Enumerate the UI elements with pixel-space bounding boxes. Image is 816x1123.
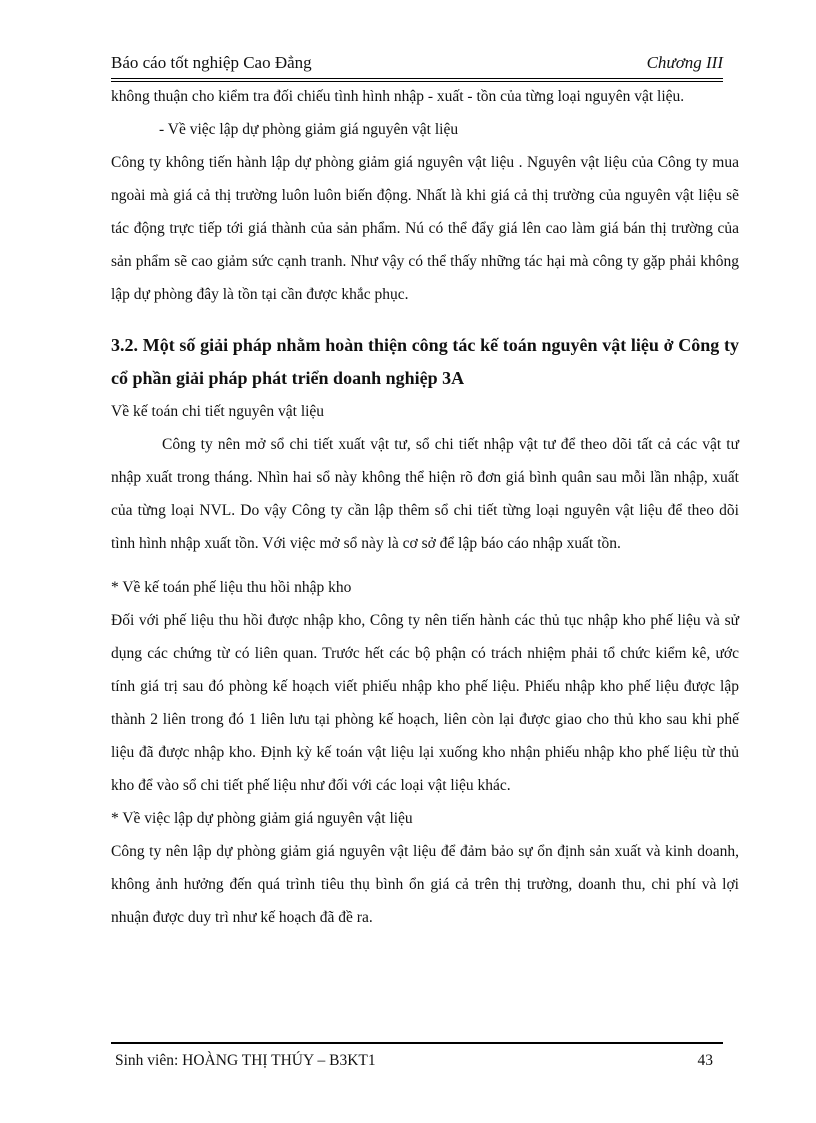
subheading-provision-2: * Về việc lập dự phòng giảm giá nguyên vật liệu <box>111 810 413 827</box>
page-footer <box>111 1042 723 1074</box>
section-heading: 3.2. Một số giải pháp nhằm hoàn thiện công tác kế toán nguyên vật liệu ở Công ty cổ phần giải pháp phát triển doanh nghiệp 3A <box>111 335 739 388</box>
student-name: Sinh viên: HOÀNG THỊ THÚY – B3KT1 <box>115 1052 376 1069</box>
paragraph-scrap: Đối với phế liệu thu hồi được nhập kho, Công ty nên tiến hành các thủ tục nhập kho phế liệu và sử dụng các chứng từ có liên quan. Trước hết các bộ phận có trách nhiệm phải tổ chức kiểm kê, ước tính giá trị sau đó phòng kế hoạch viết phiếu nhập kho phế liệu. Phiếu nhập kho phế liệu được lập thành 2 liên trong đó 1 liên lưu tại phòng kế hoạch, liên còn lại được giao cho thủ kho sau khi phế liệu đã được nhập kho. Định kỳ kế toán vật liệu lại xuống kho nhận phiếu nhập kho phế liệu từ thủ kho để vào sổ chi tiết phế liệu như đối với các loại vật liệu khác. <box>111 612 739 794</box>
chapter-label: Chương III <box>646 53 723 72</box>
subheading-detail-accounting: Về kế toán chi tiết nguyên vật liệu <box>111 403 325 420</box>
paragraph-provision-2: Công ty nên lập dự phòng giảm giá nguyên vật liệu để đảm bảo sự ổn định sản xuất và kinh doanh, không ảnh hưởng đến quá trình tiêu thụ bình ổn giá cả trên thị trường, doanh thu, chi phí và lợi nhuận được duy trì như kế hoạch đã đề ra. <box>111 843 739 926</box>
page-body <box>111 80 739 934</box>
page-header <box>111 50 723 82</box>
subheading-scrap: * Về kế toán phế liệu thu hồi nhập kho <box>111 579 352 596</box>
paragraph-continuation: không thuận cho kiểm tra đối chiếu tình hình nhập - xuất - tồn của từng loại nguyên vật liệu. <box>111 88 685 105</box>
subheading-provision: - Về việc lập dự phòng giảm giá nguyên vật liệu <box>159 121 459 138</box>
paragraph-detail-accounting: Công ty nên mở sổ chi tiết xuất vật tư, sổ chi tiết nhập vật tư để theo dõi tất cả các vật tư nhập xuất trong tháng. Nhìn hai sổ này không thể hiện rõ đơn giá bình quân sau mỗi lần nhập, xuất của từng loại NVL. Do vậy Công ty cần lập thêm sổ chi tiết từng loại nguyên vật liệu để theo dõi tình hình nhập xuất tồn. Với việc mở sổ này là cơ sở để lập báo cáo nhập xuất tồn. <box>111 436 739 552</box>
page-number: 43 <box>697 1052 713 1069</box>
report-title: Báo cáo tốt nghiệp Cao Đẳng <box>111 53 312 72</box>
paragraph-provision: Công ty không tiến hành lập dự phòng giảm giá nguyên vật liệu . Nguyên vật liệu của Công ty mua ngoài mà giá cả thị trường luôn luôn biến động. Nhất là khi giá cả thị trường của nguyên vật liệu sẽ tác động trực tiếp tới giá thành của sản phẩm. Nú có thể đẩy giá lên cao làm giá bán thị trường của sản phẩm sẽ cao giảm sức cạnh tranh. Như vậy có thể thấy những tác hại mà công ty gặp phải không lập dự phòng đây là tồn tại cần được khắc phục. <box>111 154 739 303</box>
